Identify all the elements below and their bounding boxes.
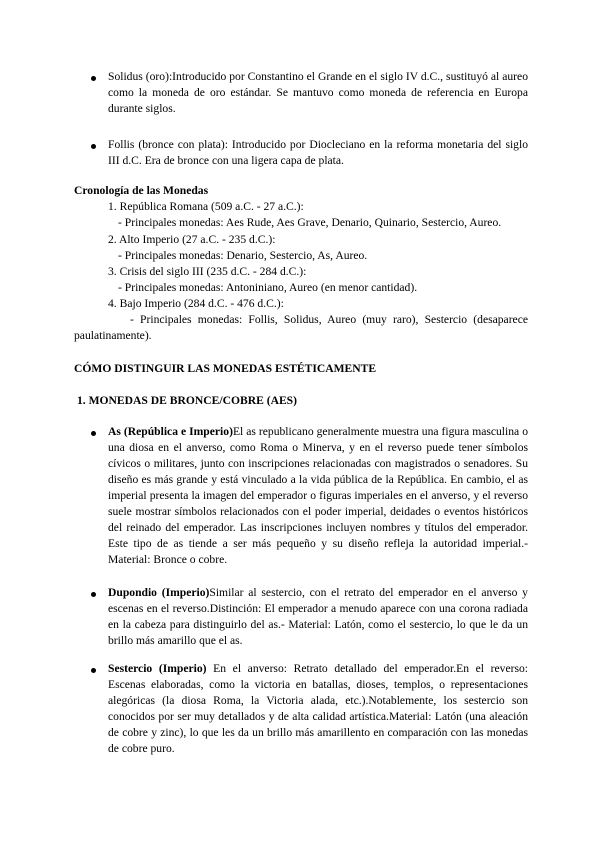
bullet-icon xyxy=(91,592,96,597)
coin-name: Dupondio (Imperio) xyxy=(108,586,210,599)
coin-sestercio xyxy=(108,661,528,757)
coin-description: En el anverso: Retrato detallado del emperador.En el reverso: Escenas elaboradas, como la victoria en batallas, dioses, templos, o representaciones alegóricas (la diosa Roma, la Victoria alada, etc.).Notablemente, los sestercio son conocidos por ser muy detallados y de alta calidad artística.Material: Latón (una aleación de cobre y zinc), lo que les da un brillo más amarillento en comparación con las monedas de cobre puro. xyxy=(108,662,528,755)
bullet-icon xyxy=(91,76,96,81)
coin-description: El as republicano generalmente muestra una figura masculina o una diosa en el anverso, como Roma o Minerva, y en el reverso puede tener símbolos cívicos o militares, junto con inscripciones relacionadas con magistrados o senadores. Su diseño es más grande y está vinculado a la vida pública de la República. En cambio, el as imperial presenta la imagen del emperador o figuras imperiales en el anverso, y el reverso suele mostrar símbolos relacionados con el poder imperial, deidades o eventos históricos del reinado del emperador. Las inscripciones incluyen nombres y títulos del emperador. Este tipo de as tiende a ser más pequeño y su diseño refleja la autoridad imperial.- Material: Bronce o cobre. xyxy=(108,425,528,566)
period-label: 1. República Romana (509 a.C. - 27 a.C.): xyxy=(108,200,304,213)
period-coins: - Principales monedas: Antoniniano, Aureo (en menor cantidad). xyxy=(118,281,418,294)
period-label: 4. Bajo Imperio (284 d.C. - 476 d.C.): xyxy=(108,297,284,310)
coin-description: Similar al sestercio, con el retrato del emperador en el anverso y escenas en el reverso.Distinción: El emperador a menudo aparece con una corona radiada en la cabeza para distinguirlo del as.- Material: Latón, como el sestercio, lo que le da un brillo más amarillo que el as. xyxy=(108,586,528,647)
coin-as xyxy=(108,424,528,568)
bullet-icon xyxy=(91,431,96,436)
subsection-title: 1. MONEDAS DE BRONCE/COBRE (AES) xyxy=(77,394,297,407)
period-coins: - Principales monedas: Follis, Solidus, Aureo (muy raro), Sestercio (desaparece paulatinamente). xyxy=(74,313,528,342)
coin-name: Sestercio (Imperio) xyxy=(108,662,207,675)
bullet-icon xyxy=(91,668,96,673)
coin-name: As (República e Imperio) xyxy=(108,425,233,438)
period-coins: - Principales monedas: Aes Rude, Aes Grave, Denario, Quinario, Sestercio, Aureo. xyxy=(118,216,502,229)
period-label: 2. Alto Imperio (27 a.C. - 235 d.C.): xyxy=(108,233,276,246)
period-label: 3. Crisis del siglo III (235 d.C. - 284 d.C.): xyxy=(108,265,307,278)
chronology-title: Cronología de las Monedas xyxy=(74,184,209,197)
period-coins: - Principales monedas: Denario, Sestercio, As, Aureo. xyxy=(118,249,368,262)
bullet-follis: Follis (bronce con plata): Introducido por Diocleciano en la reforma monetaria del siglo III d.C. Era de bronce con una ligera capa de plata. xyxy=(108,138,528,167)
bullet-icon xyxy=(91,144,96,149)
bullet-solidus: Solidus (oro):Introducido por Constantino el Grande en el siglo IV d.C., sustituyó al aureo como la moneda de oro estándar. Se mantuvo como moneda de referencia en Europa durante siglos. xyxy=(108,70,528,115)
section-title: CÓMO DISTINGUIR LAS MONEDAS ESTÉTICAMENTE xyxy=(74,362,377,375)
coin-dupondio xyxy=(108,585,528,649)
